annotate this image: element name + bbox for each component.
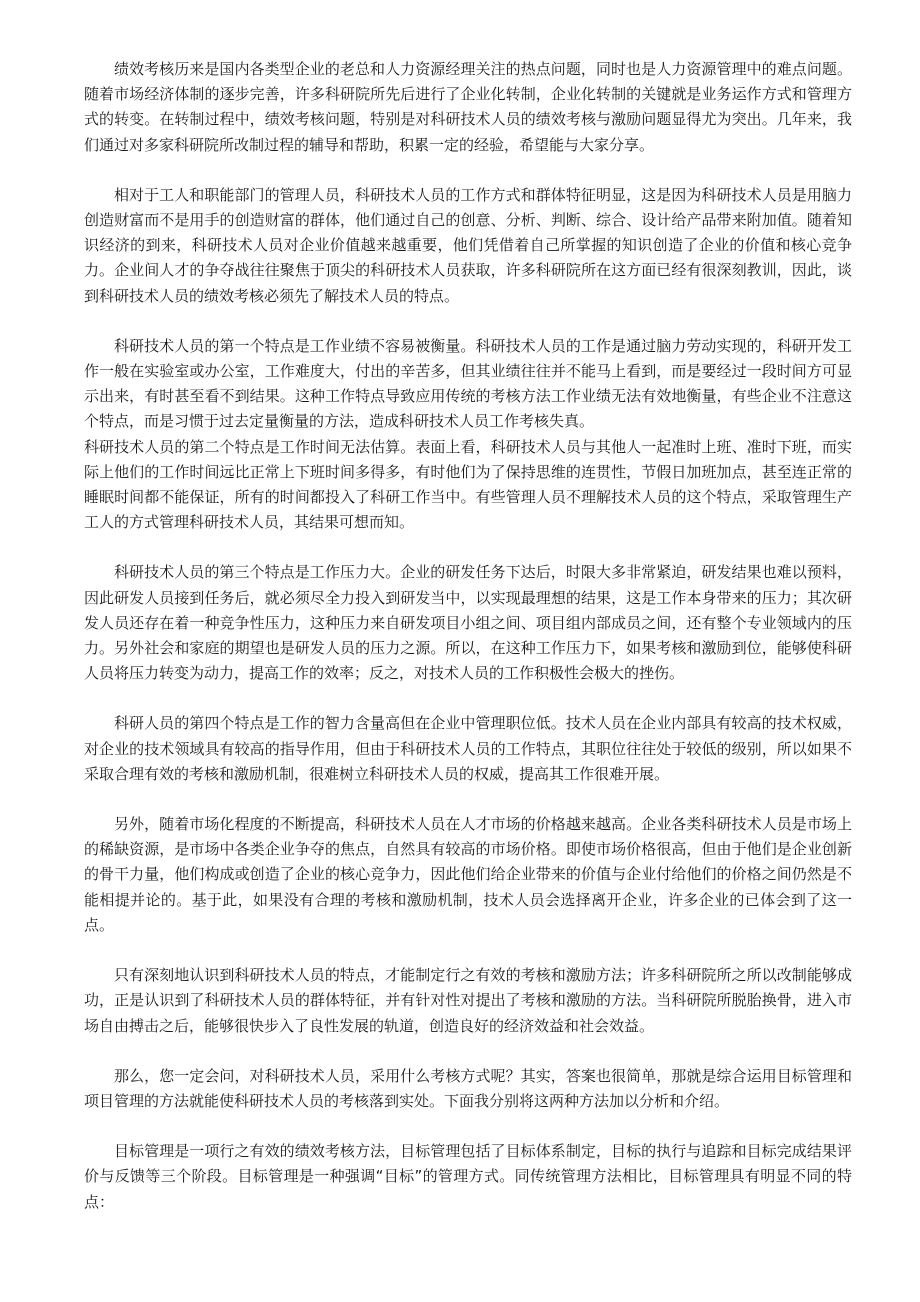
paragraph-question: 那么，您一定会问，对科研技术人员，采用什么考核方式呢？其实，答案也很简单，那就是综合运用目标管理和项目管理的方法就能使科研技术人员的考核落到实处。下面我分别将这两种方法加以分析和介绍。 xyxy=(84,1066,852,1110)
paragraph-trait-two: 科研技术人员的第二个特点是工作时间无法估算。表面上看，科研技术人员与其他人一起准时上班、准时下班，而实际上他们的工作时间远比正常上下班时间多得多，有时他们为了保持思维的连贯性，节假日加班加点，甚至连正常的睡眠时间都不能保证，所有的时间都投入了科研工作当中。有些管理人员不理解技术人员的这个特点，采取管理生产工人的方式管理科研技术人员，其结果可想而知。 xyxy=(84,437,852,532)
paragraph-trait-four: 科研人员的第四个特点是工作的智力含量高但在企业中管理职位低。技术人员在企业内部具有较高的技术权威，对企业的技术领域具有较高的指导作用，但由于科研技术人员的工作特点，其职位往往处于较低的级别，所以如果不采取合理有效的考核和激励机制，很难树立科研技术人员的权威，提高其工作很难开展。 xyxy=(84,714,852,783)
paragraph-mbo: 目标管理是一项行之有效的绩效考核方法，目标管理包括了目标体系制定，目标的执行与追踪和目标完成结果评价与反馈等三个阶段。目标管理是一种强调“目标”的管理方式。同传统管理方法相比，目标管理具有明显不同的特点： xyxy=(84,1142,852,1211)
paragraph-trait-one: 科研技术人员的第一个特点是工作业绩不容易被衡量。科研技术人员的工作是通过脑力劳动实现的，科研开发工作一般在实验室或办公室，工作难度大，付出的辛苦多，但其业绩往往并不能马上看到，而是要经过一段时间方可显示出来，有时甚至看不到结果。这种工作特点导致应用传统的考核方法工作业绩无法有效地衡量，有些企业不注意这个特点，而是习惯于过去定量衡量的方法，造成科研技术人员工作考核失真。 xyxy=(84,336,852,431)
paragraph-market-price: 另外，随着市场化程度的不断提高，科研技术人员在人才市场的价格越来越高。企业各类科研技术人员是市场上的稀缺资源，是市场中各类企业争夺的焦点，自然具有较高的市场价格。即使市场价格很高，但由于他们是企业创新的骨干力量，他们构成或创造了企业的核心竞争力，因此他们给企业带来的价值与企业付给他们的价格之间仍然是不能相提并论的。基于此，如果没有合理的考核和激励机制，技术人员会选择离开企业，许多企业的已体会到了这一点。 xyxy=(84,815,852,934)
paragraph-trait-three: 科研技术人员的第三个特点是工作压力大。企业的研发任务下达后，时限大多非常紧迫，研发结果也难以预料，因此研发人员接到任务后，就必须尽全力投入到研发当中，以实现最理想的结果，这是工作本身带来的压力；其次研发人员还存在着一种竞争性压力，这种压力来自研发项目小组之间、项目组内部成员之间，还有整个专业领域内的压力。另外社会和家庭的期望也是研发人员的压力之源。所以，在这种工作压力下，如果考核和激励到位，能够使科研人员将压力转变为动力，提高工作的效率；反之，对技术人员的工作积极性会极大的挫伤。 xyxy=(84,563,852,683)
paragraph-characteristics: 相对于工人和职能部门的管理人员，科研技术人员的工作方式和群体特征明显，这是因为科研技术人员是用脑力创造财富而不是用手的创造财富的群体，他们通过自己的创意、分析、判断、综合、设计给产品带来附加值。随着知识经济的到来，科研技术人员对企业价值越来越重要，他们凭借着自己所掌握的知识创造了企业的价值和核心竞争力。企业间人才的争夺战往往聚焦于顶尖的科研技术人员获取，许多科研院所在这方面已经有很深刻教训，因此，谈到科研技术人员的绩效考核必须先了解技术人员的特点。 xyxy=(84,185,852,305)
document-body xyxy=(84,57,852,1240)
paragraph-conclusion: 只有深刻地认识到科研技术人员的特点，才能制定行之有效的考核和激励方法；许多科研院所之所以改制能够成功，正是认识到了科研技术人员的群体特征，并有针对性对提出了考核和激励的方法。当科研院所脱胎换骨，进入市场自由搏击之后，能够很快步入了良性发展的轨道，创造良好的经济效益和社会效益。 xyxy=(84,966,852,1035)
paragraph-intro: 绩效考核历来是国内各类型企业的老总和人力资源经理关注的热点问题，同时也是人力资源管理中的难点问题。随着市场经济体制的逐步完善，许多科研院所先后进行了企业化转制，企业化转制的关键就是业务运作方式和管理方式的转变。在转制过程中，绩效考核问题，特别是对科研技术人员的绩效考核与激励问题显得尤为突出。几年来，我们通过对多家科研院所改制过程的辅导和帮助，积累一定的经验，希望能与大家分享。 xyxy=(84,60,852,154)
